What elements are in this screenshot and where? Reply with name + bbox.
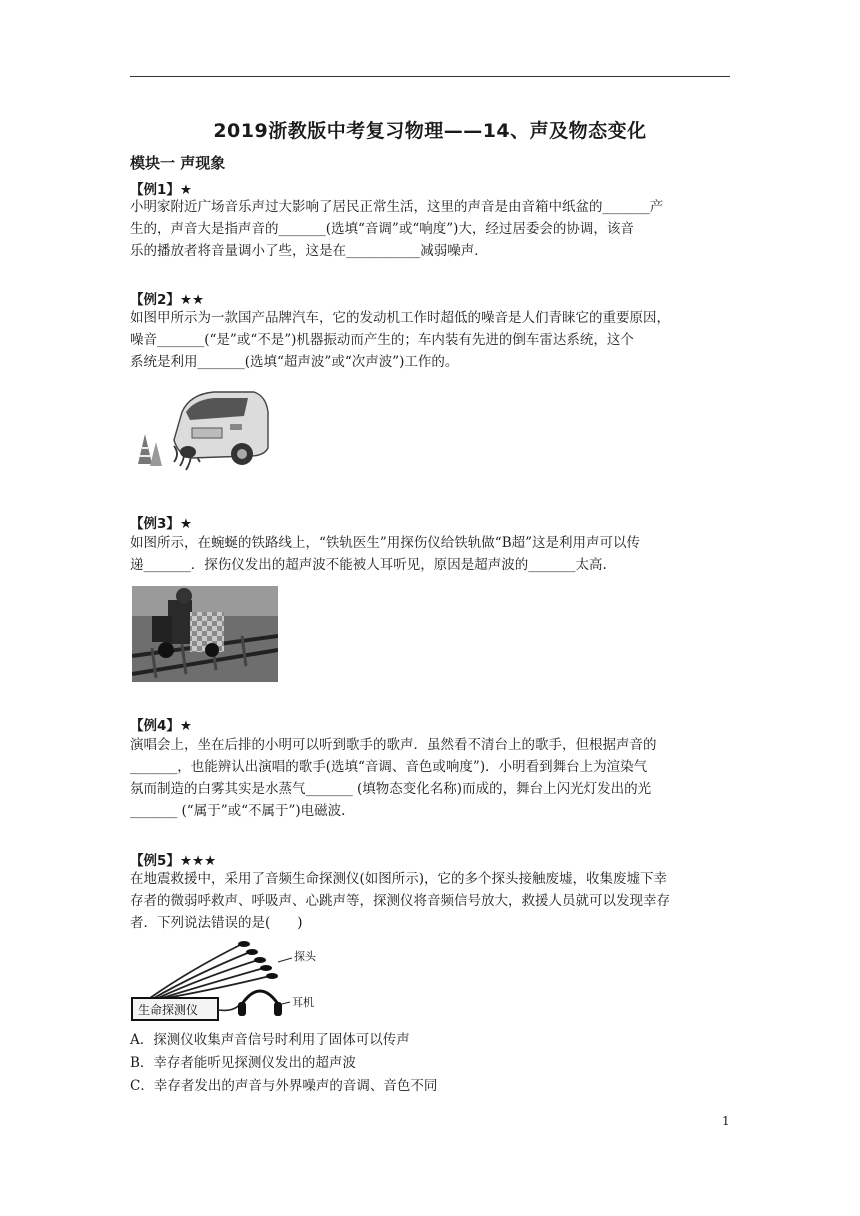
probe-label: 探头 bbox=[294, 950, 316, 963]
text-line: _______ (“属于”或“不属于”)电磁波. bbox=[130, 803, 346, 819]
example-3-label: 【例3】★ bbox=[130, 516, 192, 532]
example-4-text bbox=[130, 734, 730, 822]
page-number: 1 bbox=[722, 1114, 730, 1128]
text-line: 乐的播放者将音量调小了些，这是在___________减弱噪声． bbox=[130, 243, 488, 259]
life-detector-figure bbox=[130, 940, 320, 1024]
text-line: 小明家附近广场音乐声过大影响了居民正常生活，这里的声音是由音箱中纸盆的_______产 bbox=[130, 199, 664, 215]
text-line: 演唱会上，坐在后排的小明可以听到歌手的歌声．虽然看不清台上的歌手，但根据声音的 bbox=[130, 737, 657, 753]
text-line: 氛而制造的白雾其实是水蒸气_______ (填物态变化名称)而成的，舞台上闪光灯发出的光 bbox=[130, 781, 652, 797]
option-a: A．探测仪收集声音信号时利用了固体可以传声 bbox=[130, 1032, 410, 1048]
text-line: 递_______．探伤仪发出的超声波不能被人耳听见，原因是超声波的_______太高. bbox=[130, 557, 607, 573]
text-line: 如图甲所示为一款国产品牌汽车，它的发动机工作时超低的噪音是人们青睐它的重要原因， bbox=[130, 310, 670, 326]
example-5-text bbox=[130, 868, 730, 934]
text-line: 如图所示，在蜿蜒的铁路线上，“铁轨医生”用探伤仪给铁轨做“B超”这是利用声可以传 bbox=[130, 535, 641, 551]
text-line: 系统是利用_______(选填“超声波”或“次声波”)工作的。 bbox=[130, 354, 459, 370]
example-2-label: 【例2】★★ bbox=[130, 292, 205, 308]
text-line: 生的，声音大是指声音的_______(选填“音调”或“响度”)大，经过居委会的协调，该音 bbox=[130, 221, 634, 237]
car-icon bbox=[174, 392, 268, 465]
text-line: 存者的微弱呼救声、呼吸声、心跳声等，探测仪将音频信号放大，救援人员就可以发现幸存 bbox=[130, 893, 670, 909]
example-2-text bbox=[130, 307, 730, 373]
car-reversing-radar-figure bbox=[130, 382, 270, 474]
example-1-label: 【例1】★ bbox=[130, 182, 192, 198]
page-title: 2019浙教版中考复习物理——14、声及物态变化 bbox=[213, 120, 647, 142]
text-line: 者．下列说法错误的是( ) bbox=[130, 915, 303, 931]
example-4-label: 【例4】★ bbox=[130, 718, 192, 734]
railway-inspection-figure bbox=[132, 586, 278, 682]
text-line: _______，也能辨认出演唱的歌手(选填“音调、音色或响度”)．小明看到舞台上为渲染气 bbox=[130, 759, 648, 775]
module-heading: 模块一 声现象 bbox=[130, 154, 226, 172]
option-c: C．幸存者发出的声音与外界噪声的音调、音色不同 bbox=[130, 1078, 438, 1094]
detector-label: 生命探测仪 bbox=[138, 1003, 199, 1017]
example-1-text bbox=[130, 196, 730, 262]
example-5-label: 【例5】★★★ bbox=[130, 853, 217, 869]
text-line: 噪音_______(“是”或“不是”)机器振动而产生的；车内装有先进的倒车雷达系统，这个 bbox=[130, 332, 634, 348]
header-rule bbox=[130, 76, 730, 77]
text-line: 在地震救援中，采用了音频生命探测仪(如图所示)，它的多个探头接触废墟，收集废墟下幸 bbox=[130, 871, 668, 887]
headphones-label: 耳机 bbox=[292, 996, 314, 1009]
option-b: B．幸存者能听见探测仪发出的超声波 bbox=[130, 1055, 356, 1071]
example-3-text bbox=[130, 532, 730, 576]
